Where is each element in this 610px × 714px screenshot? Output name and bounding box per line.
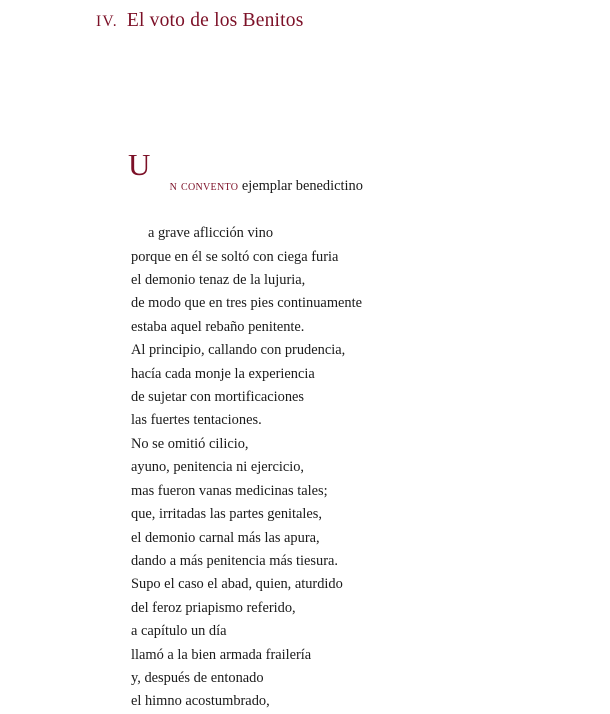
page-title (96, 10, 304, 32)
poem-line: hacía cada monje la experiencia (131, 365, 315, 382)
poem-line: Supo el caso el abad, quien, aturdido (131, 576, 343, 593)
poem-line: el demonio tenaz de la lujuria, (131, 272, 306, 289)
poem-line: a capítulo un día (131, 623, 227, 640)
drop-cap: U (128, 147, 151, 182)
poem-line: dando a más penitencia más tiesura. (131, 552, 338, 569)
poem-line: que, irritadas las partes genitales, (131, 506, 323, 523)
poem-line: porque en él se soltó con ciega furia (131, 248, 339, 265)
poem-title-text: El voto de los Benitos (126, 10, 304, 31)
poem-line: y, después de entonado (131, 669, 264, 686)
poem-line-first-rest: ejemplar benedictino (238, 178, 363, 195)
poem-line: de sujetar con mortificaciones (131, 389, 305, 406)
poem-line-second: a grave aflicción vino (148, 225, 274, 242)
poem-line: el demonio carnal más las apura, (131, 529, 320, 546)
poem-body (128, 147, 551, 714)
poem-number: IV. (96, 13, 118, 30)
poem-line-first (128, 147, 551, 222)
poem-line: del feroz priapismo referido, (131, 599, 296, 616)
poem-line: Al principio, callando con prudencia, (131, 342, 346, 359)
poem-line: ayuno, penitencia ni ejercicio, (131, 459, 305, 476)
poem-line: las fuertes tentaciones. (131, 412, 262, 429)
poem-line-smallcaps: n convento (169, 178, 239, 195)
poem-line: estaba aquel rebaño penitente. (131, 318, 305, 335)
poem-line: llamó a la bien armada frailería (131, 646, 312, 663)
poem-line: mas fueron vanas medicinas tales; (131, 482, 328, 499)
poem-line: de modo que en tres pies continuamente (131, 295, 362, 312)
poem-line: el himno acostumbrado, (131, 693, 270, 710)
poem-line: No se omitió cilicio, (131, 435, 249, 452)
